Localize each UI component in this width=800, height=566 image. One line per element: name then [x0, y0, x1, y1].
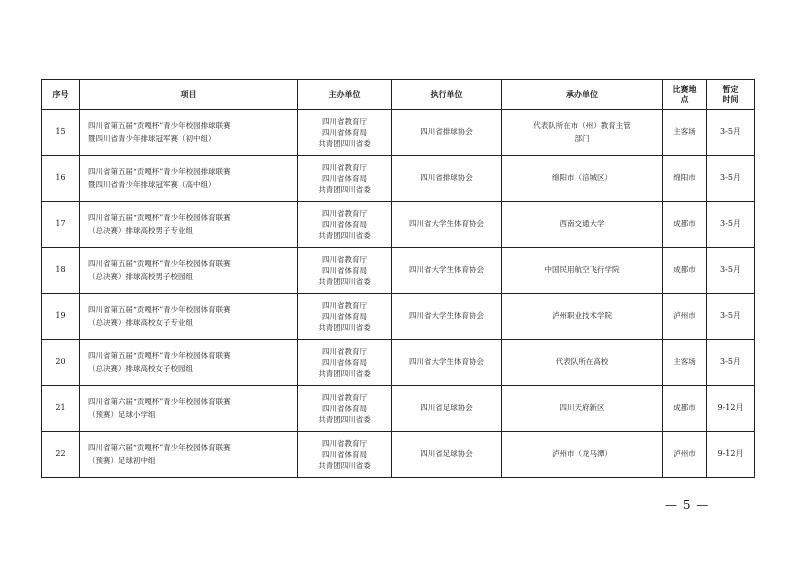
- organizer-line-3: 共青团四川省委: [318, 323, 371, 332]
- header-time: [707, 80, 755, 110]
- header-organizer: 主办单位: [298, 80, 392, 110]
- host-line-1: 中国民用航空飞行学院: [544, 265, 620, 275]
- executor-cell: 四川省大学生体育协会: [392, 202, 502, 248]
- project-line-1: 四川省第六届“贡嘎杯”青少年校园体育联赛: [88, 397, 231, 406]
- row-number: 20: [42, 340, 80, 386]
- table-row: [42, 202, 755, 248]
- time-cell: 9-12月: [707, 386, 755, 432]
- host-cell: [502, 294, 663, 340]
- project-line-1: 四川省第五届“贡嘎杯”青少年校园排球联赛: [88, 167, 231, 176]
- project-line-2: （总决赛）排球高校女子专业组: [88, 317, 193, 327]
- host-line-1: 四川天府新区: [559, 403, 605, 413]
- table-row: [42, 248, 755, 294]
- project-cell: [80, 386, 298, 432]
- project-cell: [80, 110, 298, 156]
- time-cell: 3-5月: [707, 156, 755, 202]
- organizer-line-1: 四川省教育厅: [322, 347, 367, 356]
- project-cell: [80, 294, 298, 340]
- venue-cell: 成都市: [663, 386, 707, 432]
- organizer-line-1: 四川省教育厅: [322, 393, 367, 402]
- organizer-line-3: 共青团四川省委: [318, 369, 371, 378]
- organizer-line-2: 四川省体育局: [322, 174, 367, 183]
- venue-cell: 成都市: [663, 248, 707, 294]
- table-row: [42, 294, 755, 340]
- project-cell: [80, 156, 298, 202]
- project-cell: [80, 432, 298, 478]
- time-cell: 3-5月: [707, 202, 755, 248]
- host-line-1: 代表队所在高校: [555, 357, 609, 367]
- venue-cell: 主客场: [663, 110, 707, 156]
- header-time-line1: 暂定: [722, 84, 739, 94]
- organizer-cell: [298, 156, 392, 202]
- organizer-line-2: 四川省体育局: [322, 312, 367, 321]
- organizer-line-1: 四川省教育厅: [322, 301, 367, 310]
- project-cell: [80, 340, 298, 386]
- host-cell: [502, 110, 663, 156]
- organizer-line-1: 四川省教育厅: [322, 209, 367, 218]
- executor-cell: 四川省大学生体育协会: [392, 340, 502, 386]
- row-number: 21: [42, 386, 80, 432]
- header-executor: 执行单位: [392, 80, 502, 110]
- executor-cell: 四川省足球协会: [392, 432, 502, 478]
- time-cell: 3-5月: [707, 340, 755, 386]
- page-number: — 5 —: [665, 498, 710, 512]
- organizer-cell: [298, 340, 392, 386]
- host-line-1: 代表队所在市（州）教育主管: [533, 121, 631, 130]
- venue-cell: 成都市: [663, 202, 707, 248]
- host-cell: [502, 156, 663, 202]
- organizer-line-3: 共青团四川省委: [318, 139, 371, 148]
- organizer-line-2: 四川省体育局: [322, 450, 367, 459]
- time-cell: 3-5月: [707, 248, 755, 294]
- header-row: [42, 80, 755, 110]
- row-number: 15: [42, 110, 80, 156]
- header-venue-line1: 比赛地: [672, 84, 697, 94]
- executor-cell: 四川省足球协会: [392, 386, 502, 432]
- host-cell: [502, 340, 663, 386]
- table-row: [42, 432, 755, 478]
- table-row: [42, 110, 755, 156]
- organizer-line-3: 共青团四川省委: [318, 277, 371, 286]
- host-cell: [502, 202, 663, 248]
- project-line-2: （预赛）足球小学组: [88, 409, 156, 419]
- organizer-cell: [298, 202, 392, 248]
- project-line-2: （总决赛）排球高校女子校园组: [88, 363, 193, 373]
- venue-cell: 泸州市: [663, 294, 707, 340]
- executor-cell: 四川省排球协会: [392, 110, 502, 156]
- project-line-2: （预赛）足球初中组: [88, 455, 156, 465]
- host-cell: [502, 386, 663, 432]
- organizer-cell: [298, 386, 392, 432]
- row-number: 18: [42, 248, 80, 294]
- project-cell: [80, 248, 298, 294]
- header-no: 序号: [42, 80, 80, 110]
- organizer-line-2: 四川省体育局: [322, 358, 367, 367]
- table-body: [42, 110, 755, 478]
- organizer-line-1: 四川省教育厅: [322, 163, 367, 172]
- row-number: 16: [42, 156, 80, 202]
- venue-cell: 泸州市: [663, 432, 707, 478]
- venue-cell: 绵阳市: [663, 156, 707, 202]
- venue-cell: 主客场: [663, 340, 707, 386]
- executor-cell: 四川省大学生体育协会: [392, 294, 502, 340]
- table-row: [42, 156, 755, 202]
- project-line-1: 四川省第六届“贡嘎杯”青少年校园体育联赛: [88, 443, 231, 452]
- time-cell: 3-5月: [707, 294, 755, 340]
- header-host: 承办单位: [502, 80, 663, 110]
- organizer-line-2: 四川省体育局: [322, 404, 367, 413]
- host-line-1: 绵阳市（涪城区）: [552, 173, 612, 183]
- project-line-2: （总决赛）排球高校男子校园组: [88, 271, 193, 281]
- project-cell: [80, 202, 298, 248]
- project-line-1: 四川省第五届“贡嘎杯”青少年校园体育联赛: [88, 259, 231, 268]
- organizer-line-3: 共青团四川省委: [318, 415, 371, 424]
- project-line-1: 四川省第五届“贡嘎杯”青少年校园体育联赛: [88, 305, 231, 314]
- organizer-line-2: 四川省体育局: [322, 128, 367, 137]
- project-line-1: 四川省第五届“贡嘎杯”青少年校园体育联赛: [88, 213, 231, 222]
- time-cell: 9-12月: [707, 432, 755, 478]
- executor-cell: 四川省排球协会: [392, 156, 502, 202]
- project-line-1: 四川省第五届“贡嘎杯”青少年校园排球联赛: [88, 121, 231, 130]
- project-line-2: （总决赛）排球高校男子专业组: [88, 225, 193, 235]
- header-project: 项目: [80, 80, 298, 110]
- organizer-cell: [298, 294, 392, 340]
- header-venue: [663, 80, 707, 110]
- row-number: 22: [42, 432, 80, 478]
- schedule-table: [41, 79, 755, 478]
- time-cell: 3-5月: [707, 110, 755, 156]
- organizer-line-1: 四川省教育厅: [322, 255, 367, 264]
- organizer-line-3: 共青团四川省委: [318, 461, 371, 470]
- row-number: 17: [42, 202, 80, 248]
- organizer-line-3: 共青团四川省委: [318, 185, 371, 194]
- organizer-line-2: 四川省体育局: [322, 220, 367, 229]
- header-time-line2: 时间: [722, 94, 739, 104]
- header-venue-line2: 点: [680, 94, 689, 104]
- organizer-line-2: 四川省体育局: [322, 266, 367, 275]
- row-number: 19: [42, 294, 80, 340]
- organizer-cell: [298, 110, 392, 156]
- host-line-1: 泸州职业技术学院: [552, 311, 612, 321]
- organizer-line-1: 四川省教育厅: [322, 117, 367, 126]
- host-cell: [502, 248, 663, 294]
- host-cell: [502, 432, 663, 478]
- host-line-1: 泸州市（龙马潭）: [552, 449, 612, 459]
- host-line-2: 部门: [574, 133, 590, 143]
- executor-cell: 四川省大学生体育协会: [392, 248, 502, 294]
- project-line-1: 四川省第五届“贡嘎杯”青少年校园体育联赛: [88, 351, 231, 360]
- organizer-cell: [298, 432, 392, 478]
- organizer-cell: [298, 248, 392, 294]
- project-line-2: 暨四川省青少年排球冠军赛（高中组）: [88, 179, 216, 189]
- host-line-1: 西南交通大学: [559, 219, 605, 229]
- organizer-line-1: 四川省教育厅: [322, 439, 367, 448]
- organizer-line-3: 共青团四川省委: [318, 231, 371, 240]
- project-line-2: 暨四川省青少年排球冠军赛（初中组）: [88, 133, 216, 143]
- table-row: [42, 340, 755, 386]
- table-row: [42, 386, 755, 432]
